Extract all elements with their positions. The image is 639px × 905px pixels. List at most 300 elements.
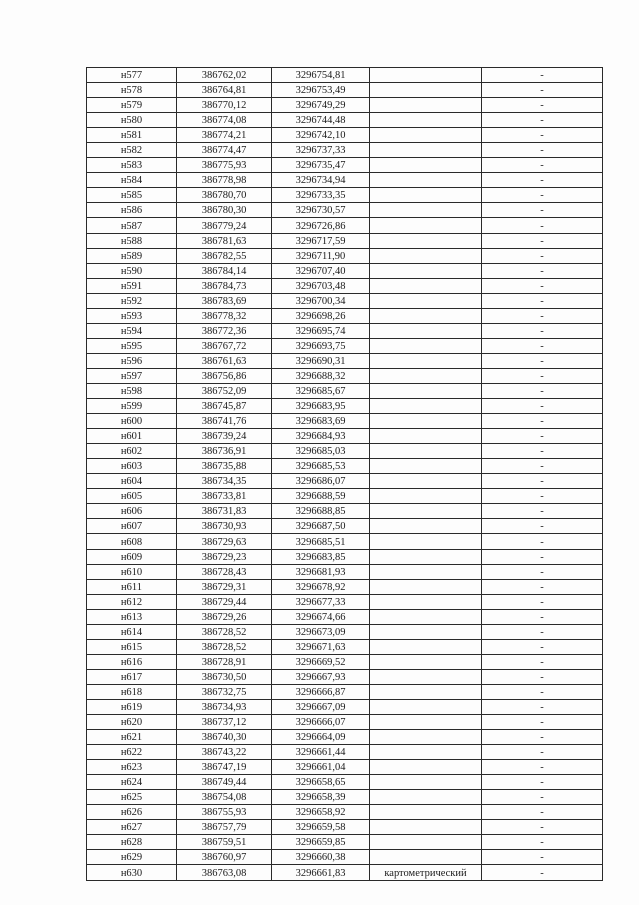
- point-name-cell: н582: [87, 143, 177, 158]
- method-cell: [370, 639, 482, 654]
- table-row: [87, 68, 603, 83]
- error-cell: -: [482, 835, 603, 850]
- error-cell: -: [482, 775, 603, 790]
- method-cell: [370, 143, 482, 158]
- y-coordinate-cell: 3296693,75: [272, 338, 370, 353]
- y-coordinate-cell: 3296703,48: [272, 278, 370, 293]
- method-cell: [370, 293, 482, 308]
- error-cell: -: [482, 534, 603, 549]
- error-cell: -: [482, 745, 603, 760]
- point-name-cell: н583: [87, 158, 177, 173]
- y-coordinate-cell: 3296711,90: [272, 248, 370, 263]
- y-coordinate-cell: 3296658,92: [272, 805, 370, 820]
- error-cell: -: [482, 368, 603, 383]
- error-cell: -: [482, 654, 603, 669]
- error-cell: -: [482, 519, 603, 534]
- method-cell: [370, 429, 482, 444]
- y-coordinate-cell: 3296754,81: [272, 68, 370, 83]
- x-coordinate-cell: 386778,98: [177, 173, 272, 188]
- table-row: [87, 730, 603, 745]
- table-row: [87, 474, 603, 489]
- error-cell: -: [482, 564, 603, 579]
- x-coordinate-cell: 386731,83: [177, 504, 272, 519]
- table-row: [87, 654, 603, 669]
- method-cell: [370, 519, 482, 534]
- method-cell: [370, 745, 482, 760]
- x-coordinate-cell: 386729,23: [177, 549, 272, 564]
- table-row: [87, 564, 603, 579]
- x-coordinate-cell: 386729,31: [177, 579, 272, 594]
- error-cell: -: [482, 805, 603, 820]
- table-row: [87, 399, 603, 414]
- table-row: [87, 489, 603, 504]
- point-name-cell: н591: [87, 278, 177, 293]
- table-row: [87, 820, 603, 835]
- table-row: [87, 414, 603, 429]
- table-row: [87, 429, 603, 444]
- method-cell: [370, 564, 482, 579]
- error-cell: -: [482, 820, 603, 835]
- x-coordinate-cell: 386780,30: [177, 203, 272, 218]
- y-coordinate-cell: 3296669,52: [272, 654, 370, 669]
- table-row: [87, 684, 603, 699]
- y-coordinate-cell: 3296749,29: [272, 98, 370, 113]
- x-coordinate-cell: 386729,44: [177, 594, 272, 609]
- x-coordinate-cell: 386760,97: [177, 850, 272, 865]
- table-row: [87, 760, 603, 775]
- point-name-cell: н619: [87, 699, 177, 714]
- x-coordinate-cell: 386784,14: [177, 263, 272, 278]
- y-coordinate-cell: 3296734,94: [272, 173, 370, 188]
- point-name-cell: н626: [87, 805, 177, 820]
- x-coordinate-cell: 386747,19: [177, 760, 272, 775]
- y-coordinate-cell: 3296671,63: [272, 639, 370, 654]
- error-cell: -: [482, 293, 603, 308]
- table-row: [87, 158, 603, 173]
- x-coordinate-cell: 386774,08: [177, 113, 272, 128]
- y-coordinate-cell: 3296687,50: [272, 519, 370, 534]
- x-coordinate-cell: 386767,72: [177, 338, 272, 353]
- point-name-cell: н577: [87, 68, 177, 83]
- table-row: [87, 699, 603, 714]
- y-coordinate-cell: 3296683,69: [272, 414, 370, 429]
- table-row: [87, 293, 603, 308]
- y-coordinate-cell: 3296717,59: [272, 233, 370, 248]
- method-cell: [370, 323, 482, 338]
- x-coordinate-cell: 386735,88: [177, 459, 272, 474]
- method-cell: [370, 850, 482, 865]
- method-cell: [370, 609, 482, 624]
- table-row: [87, 715, 603, 730]
- point-name-cell: н588: [87, 233, 177, 248]
- x-coordinate-cell: 386781,63: [177, 233, 272, 248]
- x-coordinate-cell: 386772,36: [177, 323, 272, 338]
- x-coordinate-cell: 386775,93: [177, 158, 272, 173]
- y-coordinate-cell: 3296658,39: [272, 790, 370, 805]
- point-name-cell: н587: [87, 218, 177, 233]
- point-name-cell: н625: [87, 790, 177, 805]
- table-row: [87, 383, 603, 398]
- method-cell: [370, 474, 482, 489]
- error-cell: -: [482, 504, 603, 519]
- error-cell: -: [482, 760, 603, 775]
- error-cell: -: [482, 730, 603, 745]
- error-cell: -: [482, 248, 603, 263]
- point-name-cell: н606: [87, 504, 177, 519]
- method-cell: [370, 113, 482, 128]
- x-coordinate-cell: 386728,52: [177, 624, 272, 639]
- y-coordinate-cell: 3296686,07: [272, 474, 370, 489]
- x-coordinate-cell: 386745,87: [177, 399, 272, 414]
- x-coordinate-cell: 386757,79: [177, 820, 272, 835]
- x-coordinate-cell: 386739,24: [177, 429, 272, 444]
- error-cell: -: [482, 624, 603, 639]
- point-name-cell: н584: [87, 173, 177, 188]
- table-row: [87, 233, 603, 248]
- method-cell: [370, 308, 482, 323]
- method-cell: [370, 594, 482, 609]
- y-coordinate-cell: 3296685,53: [272, 459, 370, 474]
- x-coordinate-cell: 386779,24: [177, 218, 272, 233]
- point-name-cell: н585: [87, 188, 177, 203]
- table-row: [87, 113, 603, 128]
- point-name-cell: н612: [87, 594, 177, 609]
- method-cell: [370, 353, 482, 368]
- x-coordinate-cell: 386752,09: [177, 383, 272, 398]
- error-cell: -: [482, 850, 603, 865]
- point-name-cell: н602: [87, 444, 177, 459]
- error-cell: -: [482, 489, 603, 504]
- table-row: [87, 323, 603, 338]
- point-name-cell: н581: [87, 128, 177, 143]
- point-name-cell: н592: [87, 293, 177, 308]
- method-cell: [370, 459, 482, 474]
- y-coordinate-cell: 3296688,32: [272, 368, 370, 383]
- error-cell: -: [482, 173, 603, 188]
- point-name-cell: н611: [87, 579, 177, 594]
- table-row: [87, 504, 603, 519]
- point-name-cell: н600: [87, 414, 177, 429]
- x-coordinate-cell: 386778,32: [177, 308, 272, 323]
- x-coordinate-cell: 386770,12: [177, 98, 272, 113]
- x-coordinate-cell: 386783,69: [177, 293, 272, 308]
- x-coordinate-cell: 386784,73: [177, 278, 272, 293]
- error-cell: -: [482, 865, 603, 880]
- y-coordinate-cell: 3296661,83: [272, 865, 370, 880]
- x-coordinate-cell: 386774,47: [177, 143, 272, 158]
- x-coordinate-cell: 386755,93: [177, 805, 272, 820]
- x-coordinate-cell: 386740,30: [177, 730, 272, 745]
- table-row: [87, 594, 603, 609]
- y-coordinate-cell: 3296700,34: [272, 293, 370, 308]
- table-row: [87, 534, 603, 549]
- method-cell: [370, 218, 482, 233]
- point-name-cell: н618: [87, 684, 177, 699]
- point-name-cell: н613: [87, 609, 177, 624]
- method-cell: [370, 158, 482, 173]
- method-cell: [370, 699, 482, 714]
- y-coordinate-cell: 3296733,35: [272, 188, 370, 203]
- x-coordinate-cell: 386759,51: [177, 835, 272, 850]
- y-coordinate-cell: 3296683,95: [272, 399, 370, 414]
- table-row: [87, 775, 603, 790]
- y-coordinate-cell: 3296660,38: [272, 850, 370, 865]
- y-coordinate-cell: 3296677,33: [272, 594, 370, 609]
- point-name-cell: н610: [87, 564, 177, 579]
- table-row: [87, 835, 603, 850]
- x-coordinate-cell: 386743,22: [177, 745, 272, 760]
- table-row: [87, 338, 603, 353]
- method-cell: картометрический: [370, 865, 482, 880]
- table-row: [87, 278, 603, 293]
- method-cell: [370, 338, 482, 353]
- error-cell: -: [482, 579, 603, 594]
- y-coordinate-cell: 3296659,58: [272, 820, 370, 835]
- error-cell: -: [482, 399, 603, 414]
- table-row: [87, 669, 603, 684]
- error-cell: -: [482, 684, 603, 699]
- y-coordinate-cell: 3296744,48: [272, 113, 370, 128]
- point-name-cell: н628: [87, 835, 177, 850]
- method-cell: [370, 504, 482, 519]
- y-coordinate-cell: 3296737,33: [272, 143, 370, 158]
- x-coordinate-cell: 386761,63: [177, 353, 272, 368]
- y-coordinate-cell: 3296753,49: [272, 83, 370, 98]
- error-cell: -: [482, 203, 603, 218]
- y-coordinate-cell: 3296666,87: [272, 684, 370, 699]
- table-row: [87, 128, 603, 143]
- point-name-cell: н601: [87, 429, 177, 444]
- y-coordinate-cell: 3296678,92: [272, 579, 370, 594]
- point-name-cell: н627: [87, 820, 177, 835]
- method-cell: [370, 188, 482, 203]
- error-cell: -: [482, 278, 603, 293]
- y-coordinate-cell: 3296698,26: [272, 308, 370, 323]
- point-name-cell: н622: [87, 745, 177, 760]
- x-coordinate-cell: 386734,93: [177, 699, 272, 714]
- point-name-cell: н620: [87, 715, 177, 730]
- y-coordinate-cell: 3296685,67: [272, 383, 370, 398]
- y-coordinate-cell: 3296726,86: [272, 218, 370, 233]
- method-cell: [370, 820, 482, 835]
- method-cell: [370, 805, 482, 820]
- method-cell: [370, 444, 482, 459]
- method-cell: [370, 278, 482, 293]
- x-coordinate-cell: 386733,81: [177, 489, 272, 504]
- x-coordinate-cell: 386741,76: [177, 414, 272, 429]
- error-cell: -: [482, 143, 603, 158]
- table-row: [87, 188, 603, 203]
- point-name-cell: н589: [87, 248, 177, 263]
- error-cell: -: [482, 609, 603, 624]
- table-row: [87, 218, 603, 233]
- x-coordinate-cell: 386762,02: [177, 68, 272, 83]
- point-name-cell: н603: [87, 459, 177, 474]
- method-cell: [370, 414, 482, 429]
- y-coordinate-cell: 3296666,07: [272, 715, 370, 730]
- error-cell: -: [482, 233, 603, 248]
- table-row: [87, 98, 603, 113]
- x-coordinate-cell: 386728,91: [177, 654, 272, 669]
- table-row: [87, 624, 603, 639]
- x-coordinate-cell: 386734,35: [177, 474, 272, 489]
- table-row: [87, 203, 603, 218]
- method-cell: [370, 624, 482, 639]
- point-name-cell: н586: [87, 203, 177, 218]
- point-name-cell: н579: [87, 98, 177, 113]
- error-cell: -: [482, 158, 603, 173]
- x-coordinate-cell: 386782,55: [177, 248, 272, 263]
- x-coordinate-cell: 386763,08: [177, 865, 272, 880]
- error-cell: -: [482, 218, 603, 233]
- y-coordinate-cell: 3296661,44: [272, 745, 370, 760]
- error-cell: -: [482, 338, 603, 353]
- error-cell: -: [482, 353, 603, 368]
- method-cell: [370, 383, 482, 398]
- y-coordinate-cell: 3296685,51: [272, 534, 370, 549]
- x-coordinate-cell: 386756,86: [177, 368, 272, 383]
- table-row: [87, 579, 603, 594]
- point-name-cell: н629: [87, 850, 177, 865]
- x-coordinate-cell: 386730,93: [177, 519, 272, 534]
- point-name-cell: н614: [87, 624, 177, 639]
- y-coordinate-cell: 3296661,04: [272, 760, 370, 775]
- x-coordinate-cell: 386774,21: [177, 128, 272, 143]
- point-name-cell: н578: [87, 83, 177, 98]
- y-coordinate-cell: 3296688,59: [272, 489, 370, 504]
- method-cell: [370, 835, 482, 850]
- error-cell: -: [482, 68, 603, 83]
- method-cell: [370, 248, 482, 263]
- error-cell: -: [482, 549, 603, 564]
- error-cell: -: [482, 474, 603, 489]
- table-row: [87, 790, 603, 805]
- error-cell: -: [482, 699, 603, 714]
- method-cell: [370, 549, 482, 564]
- point-name-cell: н621: [87, 730, 177, 745]
- point-name-cell: н623: [87, 760, 177, 775]
- method-cell: [370, 203, 482, 218]
- y-coordinate-cell: 3296688,85: [272, 504, 370, 519]
- y-coordinate-cell: 3296683,85: [272, 549, 370, 564]
- y-coordinate-cell: 3296742,10: [272, 128, 370, 143]
- x-coordinate-cell: 386736,91: [177, 444, 272, 459]
- y-coordinate-cell: 3296681,93: [272, 564, 370, 579]
- y-coordinate-cell: 3296695,74: [272, 323, 370, 338]
- point-name-cell: н605: [87, 489, 177, 504]
- y-coordinate-cell: 3296673,09: [272, 624, 370, 639]
- table-row: [87, 143, 603, 158]
- error-cell: -: [482, 188, 603, 203]
- y-coordinate-cell: 3296664,09: [272, 730, 370, 745]
- method-cell: [370, 368, 482, 383]
- error-cell: -: [482, 669, 603, 684]
- x-coordinate-cell: 386729,26: [177, 609, 272, 624]
- coordinates-table-body: [87, 68, 603, 881]
- x-coordinate-cell: 386732,75: [177, 684, 272, 699]
- method-cell: [370, 775, 482, 790]
- table-row: [87, 745, 603, 760]
- table-row: [87, 248, 603, 263]
- table-row: [87, 459, 603, 474]
- table-row: [87, 83, 603, 98]
- y-coordinate-cell: 3296684,93: [272, 429, 370, 444]
- method-cell: [370, 654, 482, 669]
- method-cell: [370, 489, 482, 504]
- method-cell: [370, 263, 482, 278]
- x-coordinate-cell: 386737,12: [177, 715, 272, 730]
- x-coordinate-cell: 386728,43: [177, 564, 272, 579]
- point-name-cell: н597: [87, 368, 177, 383]
- method-cell: [370, 83, 482, 98]
- point-name-cell: н630: [87, 865, 177, 880]
- error-cell: -: [482, 98, 603, 113]
- table-row: [87, 173, 603, 188]
- y-coordinate-cell: 3296730,57: [272, 203, 370, 218]
- method-cell: [370, 684, 482, 699]
- y-coordinate-cell: 3296707,40: [272, 263, 370, 278]
- point-name-cell: н615: [87, 639, 177, 654]
- y-coordinate-cell: 3296658,65: [272, 775, 370, 790]
- y-coordinate-cell: 3296659,85: [272, 835, 370, 850]
- table-row: [87, 805, 603, 820]
- x-coordinate-cell: 386749,44: [177, 775, 272, 790]
- point-name-cell: н604: [87, 474, 177, 489]
- method-cell: [370, 173, 482, 188]
- method-cell: [370, 233, 482, 248]
- method-cell: [370, 128, 482, 143]
- x-coordinate-cell: 386780,70: [177, 188, 272, 203]
- table-row: [87, 263, 603, 278]
- method-cell: [370, 399, 482, 414]
- point-name-cell: н608: [87, 534, 177, 549]
- error-cell: -: [482, 594, 603, 609]
- table-row: [87, 308, 603, 323]
- point-name-cell: н594: [87, 323, 177, 338]
- point-name-cell: н595: [87, 338, 177, 353]
- error-cell: -: [482, 383, 603, 398]
- point-name-cell: н598: [87, 383, 177, 398]
- error-cell: -: [482, 414, 603, 429]
- table-row: [87, 850, 603, 865]
- error-cell: -: [482, 429, 603, 444]
- point-name-cell: н617: [87, 669, 177, 684]
- method-cell: [370, 715, 482, 730]
- x-coordinate-cell: 386730,50: [177, 669, 272, 684]
- point-name-cell: н609: [87, 549, 177, 564]
- table-row: [87, 444, 603, 459]
- error-cell: -: [482, 459, 603, 474]
- x-coordinate-cell: 386764,81: [177, 83, 272, 98]
- y-coordinate-cell: 3296674,66: [272, 609, 370, 624]
- error-cell: -: [482, 323, 603, 338]
- method-cell: [370, 98, 482, 113]
- method-cell: [370, 730, 482, 745]
- table-row: [87, 609, 603, 624]
- table-row: [87, 353, 603, 368]
- point-name-cell: н580: [87, 113, 177, 128]
- coordinates-table: [86, 67, 603, 881]
- table-row: [87, 865, 603, 880]
- x-coordinate-cell: 386729,63: [177, 534, 272, 549]
- point-name-cell: н590: [87, 263, 177, 278]
- error-cell: -: [482, 308, 603, 323]
- point-name-cell: н593: [87, 308, 177, 323]
- y-coordinate-cell: 3296690,31: [272, 353, 370, 368]
- error-cell: -: [482, 128, 603, 143]
- point-name-cell: н624: [87, 775, 177, 790]
- method-cell: [370, 534, 482, 549]
